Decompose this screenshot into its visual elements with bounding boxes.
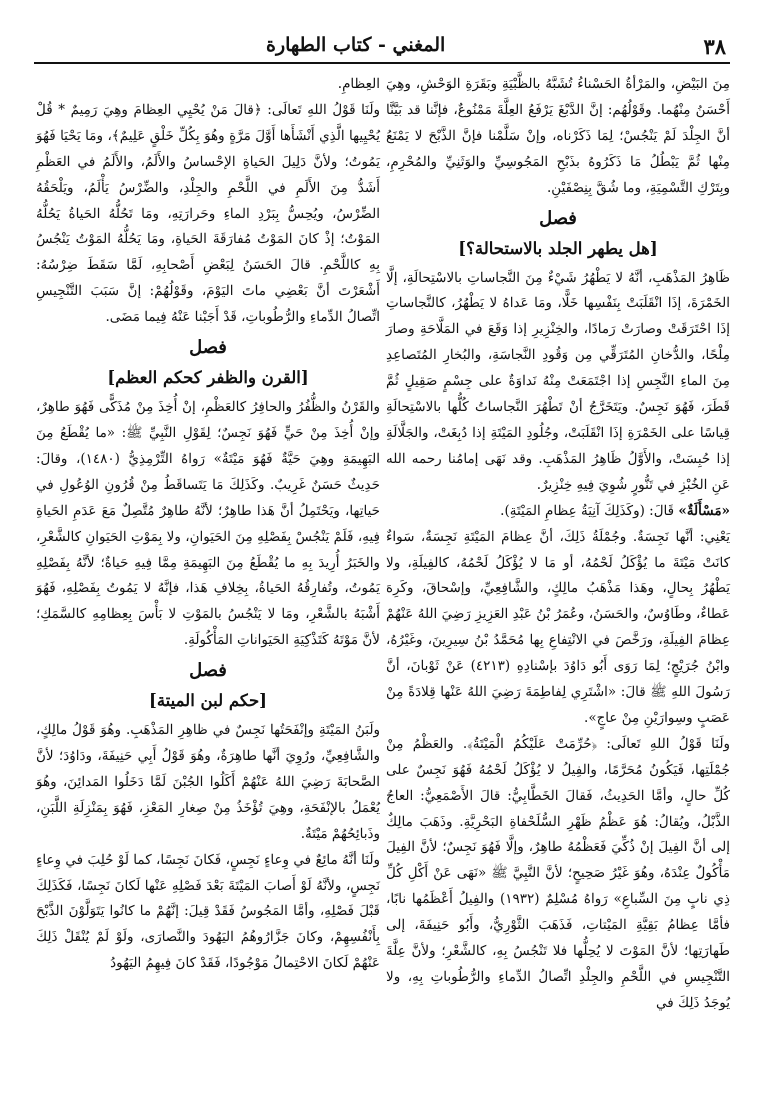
text-columns	[36, 72, 730, 1076]
paragraph: ولَنَا قَوْلُ اللهِ تَعالَى: ﴿حُرِّمَتْ عَلَيْكُمُ الْمَيْتَةُ﴾. والعَظْمُ مِنْ جُمْلَتِها، فَيَكُونُ مُحَرَّمًا، والفِيلُ لا يُؤْكَلُ لَحْمُهُ فَهُوَ نَجِسٌ على كُلِّ حالٍ، وأمَّا الحَدِيثُ، فَقالَ الخَطَّابِيُّ: قالَ الأَصْمَعِيُّ: العاجُ الذَّبْلُ، ويُقالُ: هُوَ عَظْمُ ظَهْرِ السُّلَحْفاةِ البَحْرِيَّةِ. وذَهَبَ مالِكٌ إلى أنَّ الفِيلَ إنْ ذُكِّيَ فَعَظْمُهُ طاهِرٌ، وإلَّا فَهُوَ نَجِسٌ؛ لأنَّ الفِيلَ مَأْكُولٌ عِنْدَهُ، وهُوَ غَيْرُ صَحِيحٍ؛ لأنَّ النَّبِيَّ ﷺ «نَهَى عَنْ أَكْلِ كُلِّ ذِي نابٍ مِنَ السِّباعِ» رَواهُ مُسْلِمٌ (١٩٣٢) والفِيلُ أَعْظَمُها نابًا، فأمَّا عِظامُ بَقِيَّةِ المَيْتاتِ، فَذَهَبَ الثَّوْرِيُّ، وأَبُو حَنِيفَةَ، إلى طَهارَتِها؛ لأنَّ المَوْتَ لا يُحِلُّها فلا تَنْجُسُ بِهِ، كالشَّعْرِ؛ ولأنَّ عِلَّةَ التَّنْجِيسِ في اللَّحْمِ والجِلْدِ اتِّصالُ الدِّماءِ والرُّطُوباتِ بِهِ، ولا يُوجَدُ ذَلِكَ في	[386, 735, 730, 1011]
section-heading: فصل	[539, 207, 577, 229]
section-heading: فصل	[189, 660, 227, 682]
right-column	[386, 72, 730, 1076]
paragraph: يَعْنِي: أنَّها نَجِسَةٌ. وجُمْلَةُ ذَلِكَ، أنَّ عِظامَ المَيْتَةِ نَجِسَةٌ، سَواءٌ كانَتْ مَيْتَةَ ما يُؤْكَلُ لَحْمُهُ، أو مَا لا يُؤْكَلُ لَحْمُهُ، كالفِيلَةِ، ولا يَطْهُرُ بِحالٍ، وهَذا مَذْهَبُ مالِكٍ، والشَّافِعِيِّ، وإسْحاقَ، وكَرِهَ عَطاءٌ، وطَاوُسٌ، والحَسَنُ، وعُمَرُ بْنُ عَبْدِ العَزِيزِ رَضِيَ اللهُ عَنْهُمْ عِظامَ الفِيلَةِ، ورَخَّصَ في الانْتِفاعِ بِها مُحَمَّدُ بْنُ سِيرِينَ، وغَيْرُهُ، وابْنُ جُرَيْجٍ؛ لِمَا رَوَى أَبُو دَاوُدَ بإسْنادِهِ (٤٢١٣) عَنْ ثَوْبانَ، أنَّ رَسُولَ اللهِ ﷺ قالَ: «اشْتَرِي لِفاطِمَةَ رَضِيَ اللهُ عَنْها قِلادَةً مِنْ عَصَبٍ وسِوارَيْنِ مِنْ عاجٍ».	[386, 528, 730, 726]
paragraph: ولَنَا قَوْلُ اللهِ تَعالَى: ﴿قالَ مَنْ يُحْيِي العِظامَ وهِيَ رَمِيمٌ * قُلْ يُحْيِيها الَّذِي أَنْشَأَها أَوَّلَ مَرَّةٍ وهُوَ بِكُلِّ خَلْقٍ عَلِيمٌ﴾، ومَا يَحْيَا فَهُوَ يَمُوتُ؛ ولأنَّ دَلِيلَ الحَياةِ الإحْساسُ والأَلَمُ، والأَلَمُ في العَظْمِ أَشَدُّ مِنَ الأَلَمِ في اللَّحْمِ والجِلْدِ، والضِّرْسُ يَأْلَمُ، ويَلْحَقُهُ الضِّرْسُ، ويُحِسُّ بِبَرْدِ الماءِ وحَرارَتِهِ، ومَا تَحُلُّهُ الحَياةُ يَحُلُّهُ المَوْتُ؛ إذْ كانَ المَوْتُ مُفارَقَةَ الحَياةِ، ومَا يَحُلُّهُ المَوْتُ يَنْجُسُ بِهِ كاللَّحْمِ. قالَ الحَسَنُ لِبَعْضِ أَصْحابِهِ، لَمَّا سَقَطَ ضِرْسُهُ: أَشْعَرْتَ أنَّ بَعْضِي ماتَ اليَوْمَ، وقَوْلُهُمْ: إنَّ سَبَبَ التَّنْجِيسِ اتِّصالُ الدِّماءِ والرُّطُوباتِ، قَدْ أَجَبْنا عَنْهُ فِيما مَضَى.	[36, 101, 380, 326]
section-heading: فصل	[189, 337, 227, 359]
page-number: ٣٨	[703, 34, 726, 59]
paragraph: ولَبَنُ المَيْتَةِ وإنْفَحَتُها نَجِسٌ في ظاهِرِ المَذْهَبِ. وهُوَ قَوْلُ مالِكٍ، والشَّافِعِيِّ، ورُوِيَ أنَّها طاهِرَةٌ، وهُوَ قَوْلُ أَبِي حَنِيفَةَ، ودَاوُدَ؛ لأنَّ الصَّحابَةَ رَضِيَ اللهُ عَنْهُمْ أَكَلُوا الجُبْنَ لَمَّا دَخَلُوا المَدائِنَ، وهُوَ يُعْمَلُ بالإنْفَحَةِ، وهِيَ تُؤْخَذُ مِنْ صِغارِ المَعْزِ، فَهُوَ بِمَنْزِلَةِ اللَّبَنِ، وذَبائِحُهُمْ مَيْتَةٌ.	[36, 722, 380, 842]
section-subheading: [حكم لبن الميتة]	[149, 691, 267, 711]
section-subheading: [القرن والظفر كحكم العظم]	[107, 368, 309, 388]
masala-label: «مَسْأَلَةٌ»	[678, 502, 730, 519]
left-column	[36, 72, 380, 1076]
page-header	[34, 34, 730, 64]
paragraph: ظَاهِرُ المَذْهَبِ، أنَّهُ لا يَطْهُرُ شَيْءٌ مِنَ النَّجاساتِ بالاسْتِحالَةِ، إلَّا الخَمْرَةَ، إذَا انْقَلَبَتْ بِنَفْسِها خَلًّا، ومَا عَداهُ لا يَطْهُرُ، كالنَّجاساتِ إذَا احْتَرَقَتْ وصارَتْ رَمادًا، والخِنْزِيرِ إذا وَقَعَ في المَلَّاحَةِ وصارَ مِلْحًا، والدُّخانِ المُتَرَقِّي مِن وَقُودِ النَّجاسَةِ، والبُخارِ المُتَصاعِدِ مِنَ الماءِ النَّجِسِ إذا اجْتَمَعَتْ مِنْهُ نَداوَةٌ على جِسْمٍ صَقِيلٍ ثُمَّ قَطَرَ، فَهُوَ نَجِسٌ. ويَتَخَرَّجُ أنْ تَطْهُرَ النَّجاساتُ كُلُّها بالاسْتِحالَةِ قِياسًا على الخَمْرَةِ إذَا انْقَلَبَتْ، وجُلُودِ المَيْتَةِ إذا دُبِغَتْ، والجَلَّالَةِ إذا حُبِسَتْ، والأَوَّلُ ظَاهِرُ المَذْهَبِ. وقد نَهَى إمامُنا رحمه الله عَنِ الخُبْزِ في تَنُّورٍ شُوِيَ فِيهِ خِنْزِيرٌ.	[386, 269, 730, 493]
running-title: المغني - كتاب الطهارة	[266, 34, 446, 56]
paragraph: ولَنَا أنَّهُ مائِعٌ في وِعاءٍ نَجِسٍ، فَكانَ نَجِسًا، كما لَوْ حُلِبَ في وِعاءٍ نَجِسٍ، ولأنَّهُ لَوْ أَصابَ المَيْتَةَ بَعْدَ فَصْلِهِ عَنْها لَكانَ نَجِسًا، فَكَذَلِكَ قَبْلَ فَصْلِهِ، وأمَّا المَجُوسُ فَقَدْ قِيلَ: إنَّهُمْ ما كانُوا يَتَوَلَّوْنَ الذَّبْحَ بِأَنْفُسِهِمْ، وكانَ جَزَّارُوهُمُ اليَهُودَ والنَّصارَى، ولَوْ لَمْ يُنْقَلْ ذَلِكَ عَنْهُمْ لَكانَ الاحْتِمالُ مَوْجُودًا، فَقَدْ كانَ فِيهِمُ اليَهُودُ	[36, 851, 380, 972]
paragraph: العِظامِ.	[337, 76, 380, 92]
paragraph: والقَرْنُ والظُّفُرُ والحافِرُ كالعَظْمِ، إنْ أُخِذَ مِنْ مُذَكًّى فَهُوَ طاهِرٌ، وإنْ أُخِذَ مِنْ حَيٍّ فَهُوَ نَجِسٌ؛ لِقَوْلِ النَّبِيِّ ﷺ: «ما يُقْطَعُ مِنَ البَهِيمَةِ وهِيَ حَيَّةٌ فَهُوَ مَيْتَةٌ» رَواهُ التِّرْمِذِيُّ (١٤٨٠)، وقالَ: حَدِيثٌ حَسَنٌ غَرِيبٌ. وكَذَلِكَ مَا يَتَساقَطُ مِنْ قُرُونِ الوُعُولِ في حَياتِها، ويَحْتَمِلُ أنَّ هَذا طاهِرٌ؛ لأنَّهُ طاهِرٌ مُتَّصِلٌ مَعَ عَدَمِ الحَياةِ فِيهِ، فَلَمْ يَنْجُسْ بِفَصْلِهِ مِنَ الحَيَوانِ، ولا بِمَوْتِ الحَيَوانِ كالشَّعْرِ، والخَبَرُ أُرِيدَ بِهِ ما يُقْطَعُ مِنَ البَهِيمَةِ مِمَّا فِيهِ حَياةٌ؛ لأنَّهُ بِفَصْلِهِ يَمُوتُ، وتُفارِقُهُ الحَياةُ، بِخِلافِ هَذا، فإنَّهُ لا يَمُوتُ بِفَصْلِهِ، فَهُوَ أَشْبَهُ بالشَّعْرِ، ومَا لا يَنْجُسُ بالمَوْتِ لا بَأْسَ بِعِظامِهِ كالسَّمَكِ؛ لأنَّ مَوْتَهُ كَتَذْكِيَةِ الحَيَواناتِ المَأْكُولَةِ.	[36, 399, 380, 649]
paragraph: مِنَ البَيْضِ، والمَرْأةُ الحَسْناءُ تُشَبَّهُ بالظَّبْيَةِ وبَقَرَةِ الوَحْشِ، وهِيَ أَحْسَنُ مِنْهُما. وقَوْلُهُم: إنَّ الدَّبْغَ يَرْفَعُ العِلَّةَ مَمْنُوعٌ، فإنَّنا قد بَيَّنَّا أنَّ الجِلْدَ لَمْ يَنْجُسْ؛ لِمَا ذَكَرْناه، وإنْ سَلَّمْنا فإنَّ الذَّبْحَ لا يَمْنَعُ مِنْها ثُمَّ يَبْطُلُ مَا ذَكَرُوهُ بذَبْحِ المَجُوسِيِّ والوَثَنِيِّ والمُحْرِمِ، وبِتَرْكِ التَّسْمِيَةِ، وما شُقَّ بِنِصْفَيْنِ.	[386, 76, 730, 196]
section-subheading: [هل يطهر الجلد بالاستحالة؟]	[458, 238, 658, 258]
masala-text: قَالَ: (وكَذَلِكَ آنِيَةُ عِظامِ المَيْتَةِ).	[500, 502, 675, 519]
masala-paragraph	[386, 499, 730, 525]
